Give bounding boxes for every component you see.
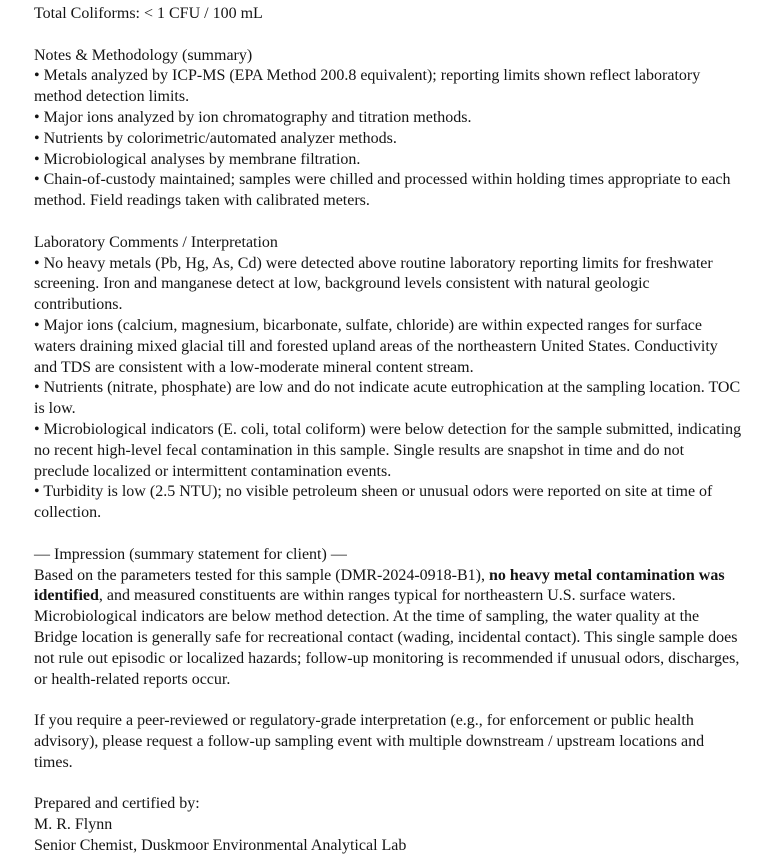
text-run: • Turbidity is low (2.5 NTU); no visible petroleum sheen or unusual odors were reported on site at time of collection. [34,483,713,522]
text-run: , and measured constituents are within ranges typical for northeastern U.S. surface waters. Microbiological indicators are below method detection. At the time of sampling, the water quality at the Bridge location is generally safe for recreational contact (wading, incidental contact). This single sample does not rule out episodic or localized hazards; follow-up monitoring is recommended if unusual odors, discharges, or health-related reports occur. [34,587,740,688]
bullet-microbiological-indicators [34,420,742,482]
bold-text-run: no heavy metal contamination was identified [34,566,725,605]
text-run: • Major ions (calcium, magnesium, bicarbonate, sulfate, chloride) are within expected ranges for surface waters draining mixed glacial till and forested upland areas of the northeastern United States. Conductivity and TDS are consistent with a low-moderate mineral content stream. [34,316,718,376]
text-run: Prepared and certified by: [34,795,200,813]
bullet-major-ions-methods [34,108,742,129]
text-run: Based on the parameters tested for this sample (DMR-2024-0918-B1), [34,566,490,584]
spacer [34,212,742,233]
certifier-title [34,836,742,857]
text-run: If you require a peer-reviewed or regulatory-grade interpretation (e.g., for enforcement or public health advisory), please request a follow-up sampling event with multiple downstream / upstream locations and times. [34,712,705,771]
bullet-nutrients-low [34,378,742,420]
text-run: • Chain-of-custody maintained; samples were chilled and processed within holding times appropriate to each method. Field readings taken with calibrated meters. [34,171,731,210]
text-run: • Microbiological indicators (E. coli, total coliform) were below detection for the sample submitted, indicating no recent high-level fecal contamination in this sample. Single results are snapshot in time and do not preclude localized or intermittent contamination events. [34,420,742,480]
followup-request-paragraph [34,711,742,773]
bullet-chain-of-custody [34,170,742,212]
notes-methodology-heading [34,46,742,67]
text-run: M. R. Flynn [34,816,113,834]
bullet-microbiological-methods [34,150,742,171]
lab-comments-heading [34,233,742,254]
text-run: • Metals analyzed by ICP-MS (EPA Method 200.8 equivalent); reporting limits shown reflect laboratory method detection limits. [34,67,701,106]
spacer [34,690,742,711]
text-run: • Microbiological analyses by membrane filtration. [34,150,361,168]
text-run: • Nutrients (nitrate, phosphate) are low and do not indicate acute eutrophication at the sampling location. TOC is low. [34,379,741,418]
spacer [34,25,742,46]
spacer [34,773,742,794]
bullet-major-ions-ranges [34,316,742,378]
total-coliforms-result [34,4,742,25]
impression-paragraph [34,566,742,691]
text-run: • No heavy metals (Pb, Hg, As, Cd) were detected above routine laboratory reporting limits for freshwater screening. Iron and manganese detect at low, background levels consistent with natural geologic contributions. [34,254,713,314]
text-run: Total Coliforms: < 1 CFU / 100 mL [34,5,263,22]
text-run: Notes & Methodology (summary) [34,46,253,64]
certifier-name [34,815,742,836]
bullet-metals-icpms [34,66,742,108]
spacer [34,524,742,545]
text-run: • Major ions analyzed by ion chromatography and titration methods. [34,108,472,126]
prepared-by-line [34,794,742,815]
text-run: • Nutrients by colorimetric/automated analyzer methods. [34,129,397,147]
bullet-nutrients-methods [34,129,742,150]
text-run: — Impression (summary statement for client) — [34,545,347,563]
text-run: Senior Chemist, Duskmoor Environmental Analytical Lab [34,836,407,854]
bullet-no-heavy-metals [34,254,742,316]
bullet-turbidity [34,482,742,524]
text-run: Laboratory Comments / Interpretation [34,233,278,251]
impression-heading [34,545,742,566]
